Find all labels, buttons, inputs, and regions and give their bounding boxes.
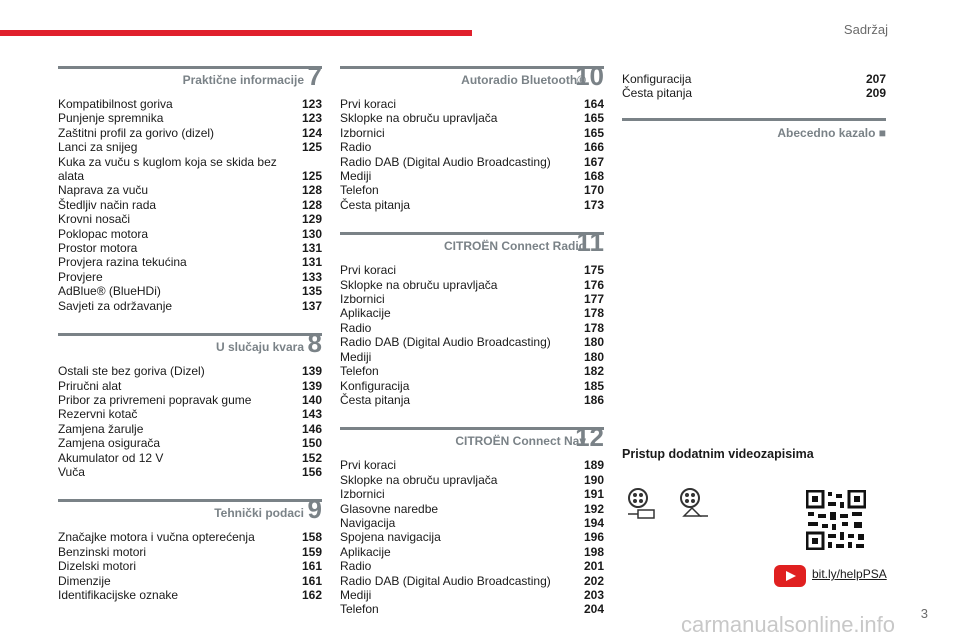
toc-entry-page: 128 xyxy=(301,197,322,212)
top-accent-bar xyxy=(0,30,472,36)
toc-section xyxy=(58,328,322,479)
section-title: Tehnički podaci xyxy=(214,506,304,521)
toc-entry-label: Mediji xyxy=(340,169,372,184)
toc-entry-page: 175 xyxy=(583,263,604,278)
toc-entry[interactable] xyxy=(58,574,322,588)
toc-entry[interactable] xyxy=(58,422,322,436)
toc-entry[interactable] xyxy=(58,284,322,298)
toc-entry-page: 201 xyxy=(583,559,604,574)
toc-entry[interactable] xyxy=(340,169,604,183)
toc-section xyxy=(340,422,604,617)
toc-entry-label: Aplikacije xyxy=(340,544,391,559)
toc-entry[interactable] xyxy=(340,155,604,169)
section-title: Autoradio Bluetooth® xyxy=(461,73,586,87)
toc-entry-label: Naprava za vuču xyxy=(58,183,149,198)
toc-entry-label: Poklopac motora xyxy=(58,226,149,241)
toc-entry[interactable] xyxy=(340,473,604,487)
toc-section xyxy=(340,227,604,407)
toc-entry[interactable] xyxy=(340,574,604,588)
toc-entry[interactable] xyxy=(340,379,604,393)
toc-entry-page: 133 xyxy=(301,269,322,284)
toc-entry-page: 207 xyxy=(865,72,886,86)
toc-entry[interactable] xyxy=(622,86,886,100)
toc-entry[interactable] xyxy=(58,227,322,241)
toc-entry[interactable] xyxy=(340,458,604,472)
toc-entry-page: 129 xyxy=(301,212,322,227)
section-header[interactable] xyxy=(58,494,322,530)
toc-entry-page: 192 xyxy=(583,501,604,516)
section-header[interactable] xyxy=(340,227,604,263)
toc-entry[interactable] xyxy=(340,502,604,516)
video-reel-icon-1 xyxy=(624,486,660,522)
toc-entry-page: 185 xyxy=(583,378,604,393)
toc-entry-page: 150 xyxy=(301,436,322,451)
toc-entry-label: Česta pitanja xyxy=(340,197,411,212)
toc-entry-label: Sklopke na obruču upravljača xyxy=(340,472,498,487)
toc-entry-page: 143 xyxy=(301,407,322,422)
toc-entry[interactable] xyxy=(58,407,322,421)
toc-entry-label: Radio xyxy=(340,140,372,155)
toc-entry-label: AdBlue® (BlueHDi) xyxy=(58,284,161,299)
toc-entry-page: 162 xyxy=(301,587,322,602)
toc-entry-label: Navigacija xyxy=(340,515,396,530)
toc-entry[interactable] xyxy=(340,364,604,378)
toc-entry-label: Štedljiv način rada xyxy=(58,197,157,212)
toc-entry-label: Krovni nosači xyxy=(58,212,131,227)
toc-entry-page: 203 xyxy=(583,587,604,602)
toc-entry-label: Prvi koraci xyxy=(340,458,397,473)
toc-entry-label: Mediji xyxy=(340,349,372,364)
toc-entry-label: Punjenje spremnika xyxy=(58,111,164,126)
toc-entry-page: 167 xyxy=(583,154,604,169)
toc-entry-label: Telefon xyxy=(340,183,379,198)
toc-entry[interactable] xyxy=(340,97,604,111)
toc-entry-label: Konfiguracija xyxy=(622,72,692,86)
toc-entry-label: Sklopke na obruču upravljača xyxy=(340,277,498,292)
toc-entry[interactable] xyxy=(340,530,604,544)
toc-entry[interactable] xyxy=(58,155,322,184)
toc-entry-label: Savjeti za održavanje xyxy=(58,298,173,313)
toc-entry[interactable] xyxy=(340,140,604,154)
toc-entry-label: Telefon xyxy=(340,364,379,379)
section-title: U slučaju kvara xyxy=(215,340,304,355)
toc-entry[interactable] xyxy=(340,263,604,277)
section-header[interactable] xyxy=(340,61,604,97)
toc-entry[interactable] xyxy=(340,393,604,407)
toc-entry-page: 194 xyxy=(583,515,604,530)
toc-entry-label: Akumulator od 12 V xyxy=(58,450,164,465)
section-number: 12 xyxy=(575,422,604,453)
toc-entry-label: Radio DAB (Digital Audio Broadcasting) xyxy=(340,335,551,350)
toc-entry-label: Glasovne naredbe xyxy=(340,501,439,516)
toc-entry-page: 168 xyxy=(583,169,604,184)
toc-column-2 xyxy=(340,61,604,637)
toc-column-1 xyxy=(58,61,322,622)
toc-entry[interactable] xyxy=(58,126,322,140)
toc-entry-label: Izbornici xyxy=(340,487,385,502)
toc-entry-page: 180 xyxy=(583,349,604,364)
toc-entry[interactable] xyxy=(622,72,886,86)
page-number: 3 xyxy=(920,606,928,621)
toc-entry[interactable] xyxy=(58,183,322,197)
toc-entry[interactable] xyxy=(58,393,322,407)
toc-entry-label: Kompatibilnost goriva xyxy=(58,97,173,111)
toc-entry-label: Kuka za vuču s kuglom koja se skida bez alata xyxy=(58,154,277,184)
toc-entry-label: Česta pitanja xyxy=(340,392,411,407)
toc-entry-label: Izbornici xyxy=(340,292,385,307)
toc-entry[interactable] xyxy=(58,140,322,154)
toc-entry-label: Zaštitni profil za gorivo (dizel) xyxy=(58,125,215,140)
toc-entry-page: 189 xyxy=(583,458,604,473)
toc-entry-label: Vuča xyxy=(58,464,85,479)
toc-entry-page: 161 xyxy=(301,559,322,574)
toc-entry-label: Lanci za snijeg xyxy=(58,140,138,155)
toc-entry-page: 123 xyxy=(301,111,322,126)
toc-entry[interactable] xyxy=(58,270,322,284)
toc-entry-label: Radio xyxy=(340,320,372,335)
toc-entry-page: 131 xyxy=(301,255,322,270)
toc-entry-page: 140 xyxy=(301,392,322,407)
toc-entry-page: 159 xyxy=(301,544,322,559)
toc-entry-label: Zamjena osigurača xyxy=(58,436,161,451)
section-number: 11 xyxy=(576,227,604,258)
toc-entry[interactable] xyxy=(340,545,604,559)
toc-entry-page: 198 xyxy=(583,544,604,559)
toc-entry-label: Dimenzije xyxy=(58,573,111,588)
section-header[interactable] xyxy=(58,328,322,364)
toc-entry-page: 158 xyxy=(301,530,322,545)
youtube-icon[interactable] xyxy=(774,565,806,587)
toc-entry-page: 161 xyxy=(301,573,322,588)
toc-section xyxy=(340,61,604,212)
toc-entry-label: Česta pitanja xyxy=(622,86,693,101)
watermark-text: carmanualsonline.info xyxy=(681,612,896,637)
toc-entry[interactable] xyxy=(340,306,604,320)
section-header[interactable] xyxy=(58,61,322,97)
toc-entry[interactable] xyxy=(58,379,322,393)
toc-entry[interactable] xyxy=(340,588,604,602)
toc-entry-label: Sklopke na obruču upravljača xyxy=(340,111,498,126)
toc-entry-page: 125 xyxy=(301,140,322,155)
toc-entry-label: Prvi koraci xyxy=(340,97,397,111)
toc-entry-page: 173 xyxy=(583,197,604,212)
toc-entry[interactable] xyxy=(58,588,322,602)
toc-entry-page: 137 xyxy=(301,298,322,313)
toc-entry-label: Priručni alat xyxy=(58,378,122,393)
toc-entry[interactable] xyxy=(340,198,604,212)
toc-entry-page: 182 xyxy=(583,364,604,379)
section-number: 7 xyxy=(307,61,322,91)
toc-entry-page: 146 xyxy=(301,421,322,436)
video-reel-icon-2 xyxy=(676,486,712,522)
toc-column-3 xyxy=(622,72,886,101)
toc-entry-page: 186 xyxy=(583,392,604,407)
toc-entry-label: Prvi koraci xyxy=(340,263,397,278)
toc-section xyxy=(58,61,322,313)
toc-entry-page: 152 xyxy=(301,450,322,465)
toc-entry[interactable] xyxy=(58,559,322,573)
section-number: 10 xyxy=(575,61,604,91)
toc-entry-page: 204 xyxy=(583,602,604,617)
toc-entry-label: Konfiguracija xyxy=(340,378,410,393)
toc-entry[interactable] xyxy=(340,126,604,140)
toc-entry-label: Zamjena žarulje xyxy=(58,421,144,436)
toc-entry[interactable] xyxy=(340,183,604,197)
toc-entry-page: 164 xyxy=(583,97,604,111)
toc-entry-label: Značajke motora i vučna opterećenja xyxy=(58,530,255,545)
section-title: CITROËN Connect Nav xyxy=(455,434,586,449)
toc-entry-page: 130 xyxy=(301,226,322,241)
section-number: 9 xyxy=(307,494,322,525)
toc-entry-page: 139 xyxy=(301,364,322,379)
toc-entry-page: 177 xyxy=(583,292,604,307)
toc-entry[interactable] xyxy=(340,559,604,573)
toc-entry[interactable] xyxy=(58,111,322,125)
section-header[interactable] xyxy=(340,422,604,458)
toc-entry-page: 156 xyxy=(301,464,322,479)
toc-entry-page: 135 xyxy=(301,284,322,299)
toc-entry[interactable] xyxy=(58,465,322,479)
toc-entry-page: 178 xyxy=(583,306,604,321)
section-title: CITROËN Connect Radio xyxy=(443,239,586,254)
toc-entry-page: 178 xyxy=(583,320,604,335)
toc-entry-label: Izbornici xyxy=(340,125,385,140)
toc-entry[interactable] xyxy=(58,451,322,465)
toc-entry[interactable] xyxy=(58,545,322,559)
toc-entry-label: Spojena navigacija xyxy=(340,530,441,545)
toc-entry-page: 125 xyxy=(301,169,322,184)
toc-entry-page: 128 xyxy=(301,183,322,198)
toc-entry-page: 202 xyxy=(583,573,604,588)
toc-entry-label: Mediji xyxy=(340,587,372,602)
toc-entry-label: Provjere xyxy=(58,269,103,284)
toc-entry-page: 123 xyxy=(301,97,322,111)
page-header-title: Sadržaj xyxy=(843,22,888,37)
toc-entry[interactable] xyxy=(340,487,604,501)
toc-entry-label: Benzinski motori xyxy=(58,544,147,559)
section-title: Praktične informacije xyxy=(182,73,304,87)
alphabetical-index-title: Abecedno kazalo ■ xyxy=(777,126,886,140)
toc-entry[interactable] xyxy=(58,436,322,450)
toc-entry-page: 180 xyxy=(583,335,604,350)
toc-entry-label: Prostor motora xyxy=(58,241,138,256)
qr-code-icon[interactable] xyxy=(806,490,866,550)
toc-entry[interactable] xyxy=(340,278,604,292)
toc-entry[interactable] xyxy=(58,364,322,378)
toc-entry-page: 131 xyxy=(301,241,322,256)
toc-entry-label: Dizelski motori xyxy=(58,559,137,574)
toc-entry[interactable] xyxy=(340,350,604,364)
toc-entry[interactable] xyxy=(340,516,604,530)
toc-entry-label: Identifikacijske oznake xyxy=(58,587,179,602)
toc-section xyxy=(58,494,322,602)
toc-entry-page: 165 xyxy=(583,111,604,126)
toc-entry-label: Radio DAB (Digital Audio Broadcasting) xyxy=(340,573,551,588)
toc-entry-label: Telefon xyxy=(340,602,379,617)
toc-entry-label: Provjera razina tekućina xyxy=(58,255,187,270)
toc-entry-page: 196 xyxy=(583,530,604,545)
toc-entry-label: Aplikacije xyxy=(340,306,391,321)
toc-entry-label: Ostali ste bez goriva (Dizel) xyxy=(58,364,205,379)
toc-entry-page: 124 xyxy=(301,125,322,140)
toc-entry[interactable] xyxy=(340,321,604,335)
toc-entry-page: 191 xyxy=(583,487,604,502)
toc-entry[interactable] xyxy=(340,111,604,125)
toc-entry-page: 165 xyxy=(583,125,604,140)
toc-entry-page: 170 xyxy=(583,183,604,198)
toc-entry-label: Rezervni kotač xyxy=(58,407,138,422)
toc-entry-page: 190 xyxy=(583,472,604,487)
toc-entry-page: 176 xyxy=(583,277,604,292)
toc-entry-page: 139 xyxy=(301,378,322,393)
toc-entry-label: Pribor za privremeni popravak gume xyxy=(58,392,252,407)
toc-entry[interactable] xyxy=(58,198,322,212)
toc-entry[interactable] xyxy=(58,212,322,226)
section-number: 8 xyxy=(307,328,322,359)
toc-entry[interactable] xyxy=(58,241,322,255)
toc-entry[interactable] xyxy=(58,299,322,313)
toc-entry[interactable] xyxy=(340,292,604,306)
video-access-title: Pristup dodatnim videozapisima xyxy=(622,447,814,461)
toc-entry-page: 166 xyxy=(583,140,604,155)
toc-entry[interactable] xyxy=(340,335,604,349)
alphabetical-index-section[interactable] xyxy=(622,118,886,140)
toc-entry-label: Radio xyxy=(340,559,372,574)
toc-entry[interactable] xyxy=(58,530,322,544)
toc-entry[interactable] xyxy=(340,602,604,616)
toc-entry[interactable] xyxy=(58,97,322,111)
help-video-link[interactable]: bit.ly/helpPSA xyxy=(812,567,887,581)
toc-entry[interactable] xyxy=(58,255,322,269)
toc-entry-label: Radio DAB (Digital Audio Broadcasting) xyxy=(340,154,551,169)
toc-entry-page: 209 xyxy=(865,86,886,101)
